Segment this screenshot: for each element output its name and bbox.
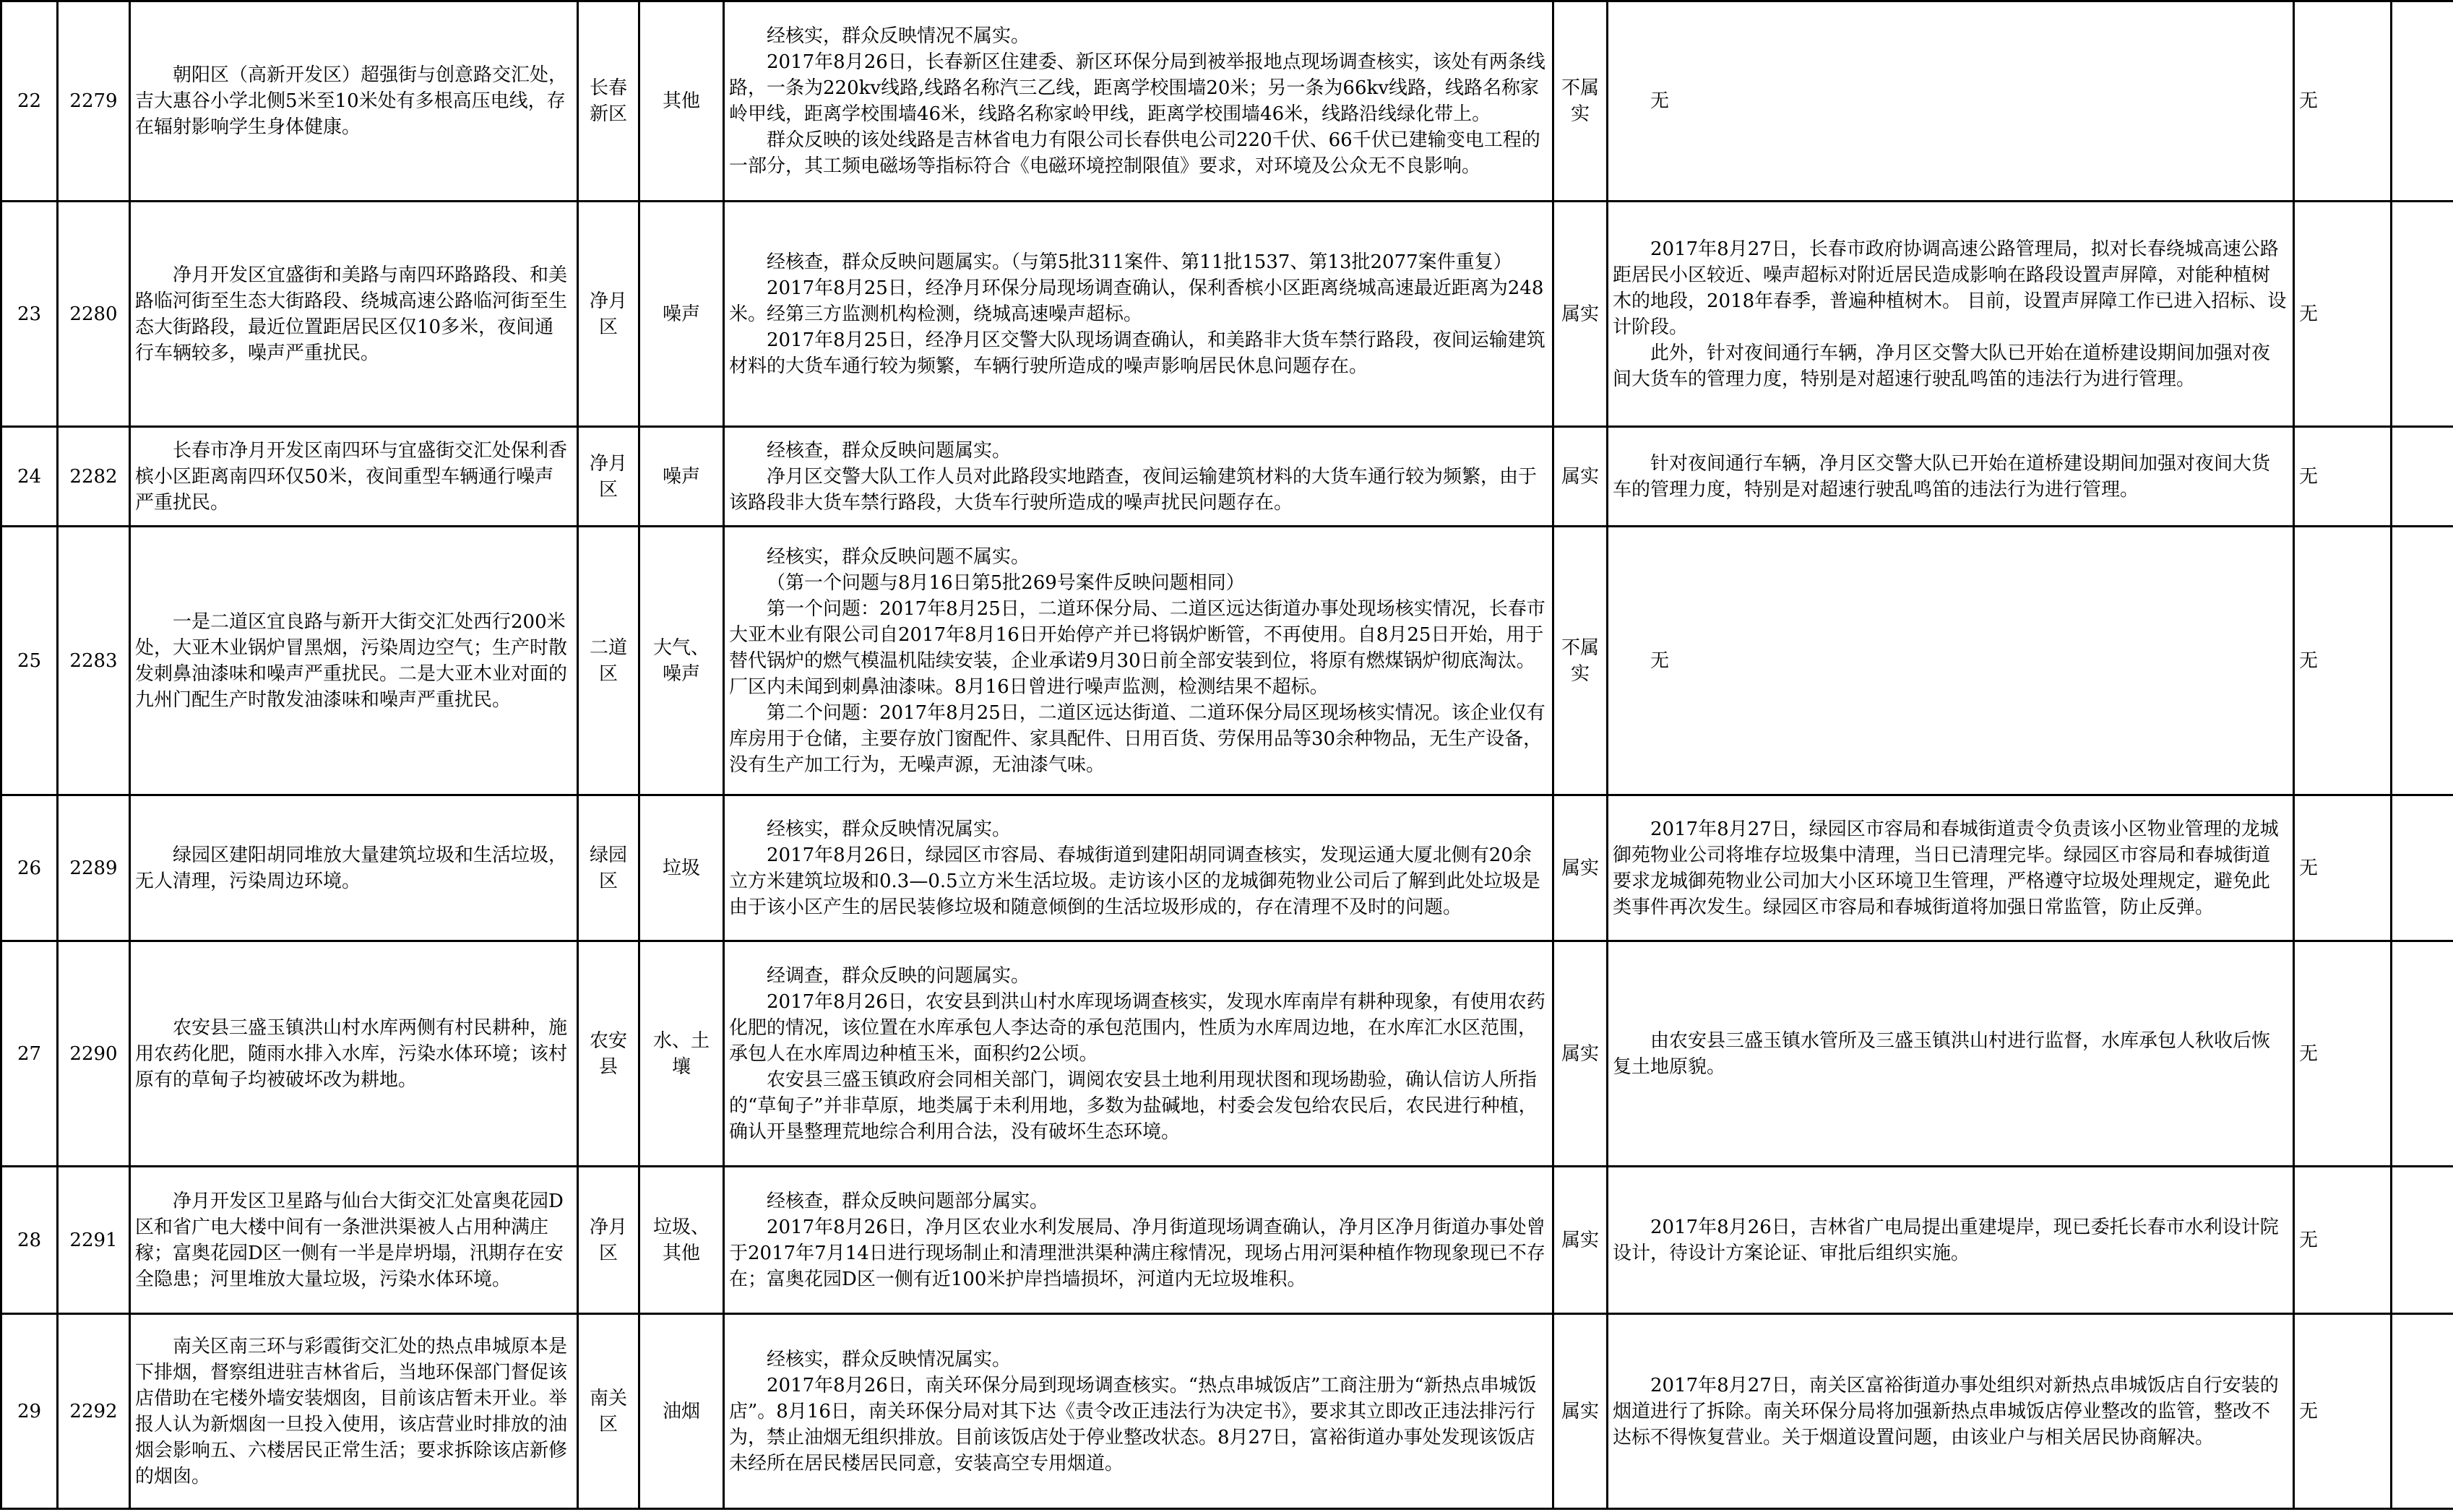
verification-details-paragraph: 2017年8月26日，南关环保分局到现场调查核实。“热点串城饭店”工商注册为“新热点串城饭店”。8月16日，南关环保分局对其下达《责令改正违法行为决定书》，要求其立即改正违法排污行为，禁止油烟无组织排放。目前该饭店处于停业整改状态。8月27日，富裕街道办事处发现该饭店未经所在居民楼居民同意，安装高空专用烟道。 bbox=[729, 1374, 1537, 1474]
table-row bbox=[1, 941, 2453, 1167]
rectification-action bbox=[1608, 795, 2294, 941]
accountability: 无 bbox=[2294, 202, 2392, 427]
case-id: 2291 bbox=[58, 1167, 130, 1314]
verification-result: 不属实 bbox=[1553, 527, 1608, 795]
verification-details bbox=[724, 795, 1553, 941]
accountability: 无 bbox=[2294, 1167, 2392, 1314]
table-row bbox=[1, 527, 2453, 795]
complaint-description-text: 南关区南三环与彩霞街交汇处的热点串城原本是下排烟，督察组进驻吉林省后，当地环保部门督促该店借助在宅楼外墙安装烟囱，目前该店暂未开业。举报人认为新烟囱一旦投入使用，该店营业时排放的油烟会影响五、六楼居民正常生活；要求拆除该店新修的烟囱。 bbox=[135, 1335, 568, 1487]
verification-details-paragraph: 2017年8月25日，经净月环保分局现场调查确认，保利香槟小区距离绕城高速最近距离为248米。经第三方监测机构检测，绕城高速噪声超标。 bbox=[729, 277, 1544, 325]
pollution-type: 油烟 bbox=[639, 1314, 724, 1509]
rectification-action bbox=[1608, 1167, 2294, 1314]
complaint-description bbox=[130, 1, 578, 202]
verification-details-paragraph: 2017年8月26日，长春新区住建委、新区环保分局到被举报地点现场调查核实，该处有两条线路，一条为220kv线路,线路名称汽三乙线，距离学校围墙20米；另一条为66kv线路，线路名称家岭甲线，距离学校围墙46米，线路名称家岭甲线，距离学校围墙46米，线路沿线绿化带上。 bbox=[729, 51, 1545, 125]
complaint-description bbox=[130, 1167, 578, 1314]
complaint-description bbox=[130, 1314, 578, 1509]
rectification-action-paragraph: 此外，针对夜间通行车辆，净月区交警大队已开始在道桥建设期间加强对夜间大货车的管理力度，特别是对超速行驶乱鸣笛的违法行为进行管理。 bbox=[1613, 342, 2271, 390]
verification-details bbox=[724, 941, 1553, 1167]
rectification-action bbox=[1608, 1, 2294, 202]
verification-result: 属实 bbox=[1553, 941, 1608, 1167]
verification-result: 属实 bbox=[1553, 202, 1608, 427]
row-number: 22 bbox=[1, 1, 58, 202]
verification-details-paragraph: 经核实，群众反映情况属实。 bbox=[767, 818, 1012, 840]
complaint-description-text: 净月开发区卫星路与仙台大街交汇处富奥花园D区和省广电大楼中间有一条泄洪渠被人占用种满庄稼；富奥花园D区一侧有一半是岸坍塌，汛期存在安全隐患；河里堆放大量垃圾，污染水体环境。 bbox=[135, 1190, 564, 1290]
rectification-action bbox=[1608, 202, 2294, 427]
rectification-action bbox=[1608, 1314, 2294, 1509]
case-id: 2283 bbox=[58, 527, 130, 795]
district: 二道区 bbox=[578, 527, 639, 795]
table-row bbox=[1, 1, 2453, 202]
rectification-action-paragraph: 无 bbox=[1650, 90, 1670, 112]
complaint-description-text: 绿园区建阳胡同堆放大量建筑垃圾和生活垃圾，无人清理，污染周边环境。 bbox=[135, 844, 568, 892]
rectification-action-paragraph: 由农安县三盛玉镇水管所及三盛玉镇洪山村进行监督，水库承包人秋收后恢复土地原貌。 bbox=[1613, 1029, 2271, 1078]
verification-details-paragraph: 2017年8月26日，绿园区市容局、春城街道到建阳胡同调查核实，发现运通大厦北侧有20余立方米建筑垃圾和0.3—0.5立方米生活垃圾。走访该小区的龙城御苑物业公司后了解到此处垃圾是由于该小区产生的居民装修垃圾和随意倾倒的生活垃圾形成的，存在清理不及时的问题。 bbox=[729, 844, 1540, 918]
verification-details-paragraph: 经核查，群众反映问题属实。 bbox=[767, 439, 1012, 462]
case-id: 2290 bbox=[58, 941, 130, 1167]
district: 净月区 bbox=[578, 1167, 639, 1314]
case-id: 2282 bbox=[58, 427, 130, 527]
rectification-action-paragraph: 2017年8月27日，绿园区市容局和春城街道责令负责该小区物业管理的龙城御苑物业公司将堆存垃圾集中清理，当日已清理完毕。绿园区市容局和春城街道要求龙城御苑物业公司加大小区环境卫生管理，严格遵守垃圾处理规定，避免此类事件再次发生。绿园区市容局和春城街道将加强日常监管，防止反弹。 bbox=[1613, 818, 2279, 918]
complaint-description bbox=[130, 202, 578, 427]
extra-column bbox=[2392, 427, 2453, 527]
verification-details bbox=[724, 202, 1553, 427]
verification-details-paragraph: 经核查，群众反映问题部分属实。 bbox=[767, 1190, 1049, 1212]
extra-column bbox=[2392, 1314, 2453, 1509]
accountability: 无 bbox=[2294, 1314, 2392, 1509]
verification-details-paragraph: 2017年8月25日，经净月区交警大队现场调查确认，和美路非大货车禁行路段，夜间运输建筑材料的大货车通行较为频繁，车辆行驶所造成的噪声影响居民休息问题存在。 bbox=[729, 329, 1545, 377]
pollution-type: 水、土壤 bbox=[639, 941, 724, 1167]
verification-details-paragraph: 经核实，群众反映情况属实。 bbox=[767, 1348, 1012, 1370]
verification-details-paragraph: 农安县三盛玉镇政府会同相关部门，调阅农安县土地利用现状图和现场勘验，确认信访人所指的“草甸子”并非草原，地类属于未利用地，多数为盐碱地，村委会发包给农民后，农民进行种植，确认开垦整理荒地综合利用合法，没有破坏生态环境。 bbox=[729, 1068, 1538, 1143]
verification-details-paragraph: 2017年8月26日，净月区农业水利发展局、净月街道现场调查确认，净月区净月街道办事处曾于2017年7月14日进行现场制止和清理泄洪渠种满庄稼情况，现场占用河渠种植作物现象现已不存在；富奥花园D区一侧有近100米护岸挡墙损坏，河道内无垃圾堆积。 bbox=[729, 1216, 1545, 1290]
verification-result: 不属实 bbox=[1553, 1, 1608, 202]
verification-details-paragraph: 经核查，群众反映问题属实。（与第5批311案件、第11批1537、第13批2077案件重复） bbox=[767, 251, 1512, 273]
verification-details-paragraph: 经核实，群众反映问题不属实。 bbox=[767, 545, 1030, 568]
table-row bbox=[1, 795, 2453, 941]
table-row bbox=[1, 1314, 2453, 1509]
case-id: 2279 bbox=[58, 1, 130, 202]
verification-details-paragraph: （第一个问题与8月16日第5批269号案件反映问题相同） bbox=[767, 571, 1245, 594]
district: 农安县 bbox=[578, 941, 639, 1167]
complaint-description-text: 一是二道区宜良路与新开大街交汇处西行200米处，大亚木业锅炉冒黑烟，污染周边空气；生产时散发刺鼻油漆味和噪声严重扰民。二是大亚木业对面的九州门配生产时散发油漆味和噪声严重扰民。 bbox=[135, 610, 568, 711]
verification-details bbox=[724, 427, 1553, 527]
rectification-action-paragraph: 2017年8月27日，长春市政府协调高速公路管理局，拟对长春绕城高速公路距居民小区较近、噪声超标对附近居民造成影响在路段设置声屏障，对能种植树木的地段，2018年春季，普遍种植树木。 目前，设置声屏障工作已进入招标、设计阶段。 bbox=[1613, 238, 2287, 338]
verification-details bbox=[724, 1, 1553, 202]
extra-column bbox=[2392, 1, 2453, 202]
row-number: 26 bbox=[1, 795, 58, 941]
accountability: 无 bbox=[2294, 427, 2392, 527]
verification-details-paragraph: 群众反映的该处线路是吉林省电力有限公司长春供电公司220千伏、66千伏已建输变电工程的一部分，其工频电磁场等指标符合《电磁环境控制限值》要求，对环境及公众无不良影响。 bbox=[729, 129, 1540, 177]
rectification-action bbox=[1608, 427, 2294, 527]
complaint-description-text: 朝阳区（高新开发区）超强街与创意路交汇处，吉大惠谷小学北侧5米至10米处有多根高压电线，存在辐射影响学生身体健康。 bbox=[135, 64, 568, 138]
verification-details-paragraph: 净月区交警大队工作人员对此路段实地踏查，夜间运输建筑材料的大货车通行较为频繁，由于该路段非大货车禁行路段，大货车行驶所造成的噪声扰民问题存在。 bbox=[729, 465, 1538, 514]
district: 净月区 bbox=[578, 202, 639, 427]
table-body bbox=[1, 1, 2453, 1509]
extra-column bbox=[2392, 941, 2453, 1167]
case-id: 2289 bbox=[58, 795, 130, 941]
complaint-description bbox=[130, 427, 578, 527]
district: 长春新区 bbox=[578, 1, 639, 202]
district: 绿园区 bbox=[578, 795, 639, 941]
verification-result: 属实 bbox=[1553, 795, 1608, 941]
verification-details bbox=[724, 1314, 1553, 1509]
extra-column bbox=[2392, 202, 2453, 427]
row-number: 29 bbox=[1, 1314, 58, 1509]
rectification-action-paragraph: 2017年8月27日，南关区富裕街道办事处组织对新热点串城饭店自行安装的烟道进行了拆除。南关环保分局将加强新热点串城饭店停业整改的监管，整改不达标不得恢复营业。关于烟道设置问题，由该业户与相关居民协商解决。 bbox=[1613, 1374, 2279, 1448]
rectification-action-paragraph: 针对夜间通行车辆，净月区交警大队已开始在道桥建设期间加强对夜间大货车的管理力度，特别是对超速行驶乱鸣笛的违法行为进行管理。 bbox=[1613, 452, 2271, 501]
verification-details-paragraph: 第一个问题：2017年8月25日，二道环保分局、二道区远达街道办事处现场核实情况，长春市大亚木业有限公司自2017年8月16日开始停产并已将锅炉断管，不再使用。自8月25日开始，用于替代锅炉的燃气模温机陆续安装，企业承诺9月30日前全部安装到位，将原有燃煤锅炉彻底淘汰。厂区内未闻到刺鼻油漆味。8月16日曾进行噪声监测，检测结果不超标。 bbox=[729, 597, 1545, 698]
rectification-action bbox=[1608, 527, 2294, 795]
row-number: 27 bbox=[1, 941, 58, 1167]
extra-column bbox=[2392, 795, 2453, 941]
district: 南关区 bbox=[578, 1314, 639, 1509]
pollution-type: 噪声 bbox=[639, 427, 724, 527]
complaint-description bbox=[130, 941, 578, 1167]
case-id: 2280 bbox=[58, 202, 130, 427]
complaint-description-text: 农安县三盛玉镇洪山村水库两侧有村民耕种，施用农药化肥，随雨水排入水库，污染水体环境；该村原有的草甸子均被破坏改为耕地。 bbox=[135, 1016, 568, 1091]
complaint-description-text: 净月开发区宜盛街和美路与南四环路路段、和美路临河街至生态大街路段、绕城高速公路临河街至生态大街路段，最近位置距居民区仅10多米，夜间通行车辆较多，噪声严重扰民。 bbox=[135, 264, 568, 364]
complaint-description bbox=[130, 795, 578, 941]
verification-details-paragraph: 2017年8月26日，农安县到洪山村水库现场调查核实，发现水库南岸有耕种现象，有使用农药化肥的情况，该位置在水库承包人李达奇的承包范围内，性质为水库周边地，在水库汇水区范围，承包人在水库周边种植玉米，面积约2公顷。 bbox=[729, 990, 1545, 1065]
row-number: 28 bbox=[1, 1167, 58, 1314]
pollution-type: 垃圾 bbox=[639, 795, 724, 941]
verification-result: 属实 bbox=[1553, 1167, 1608, 1314]
district: 净月区 bbox=[578, 427, 639, 527]
verification-details-paragraph: 经调查，群众反映的问题属实。 bbox=[767, 964, 1030, 987]
case-id: 2292 bbox=[58, 1314, 130, 1509]
complaint-description bbox=[130, 527, 578, 795]
verification-details bbox=[724, 1167, 1553, 1314]
verification-details-paragraph: 经核实，群众反映情况不属实。 bbox=[767, 25, 1030, 47]
pollution-type: 垃圾、其他 bbox=[639, 1167, 724, 1314]
table-row bbox=[1, 1167, 2453, 1314]
rectification-action-paragraph: 2017年8月26日，吉林省广电局提出重建堤岸，现已委托长春市水利设计院设计，待设计方案论证、审批后组织实施。 bbox=[1613, 1216, 2279, 1264]
accountability: 无 bbox=[2294, 1, 2392, 202]
extra-column bbox=[2392, 527, 2453, 795]
pollution-type: 其他 bbox=[639, 1, 724, 202]
accountability: 无 bbox=[2294, 795, 2392, 941]
complaint-description-text: 长春市净月开发区南四环与宜盛街交汇处保利香槟小区距离南四环仅50米，夜间重型车辆通行噪声严重扰民。 bbox=[135, 439, 568, 514]
table-row bbox=[1, 202, 2453, 427]
accountability: 无 bbox=[2294, 941, 2392, 1167]
row-number: 25 bbox=[1, 527, 58, 795]
verification-details bbox=[724, 527, 1553, 795]
pollution-type: 噪声 bbox=[639, 202, 724, 427]
table-row bbox=[1, 427, 2453, 527]
verification-result: 属实 bbox=[1553, 1314, 1608, 1509]
rectification-action-paragraph: 无 bbox=[1650, 649, 1670, 672]
verification-details-paragraph: 第二个问题：2017年8月25日，二道区远达街道、二道环保分局区现场核实情况。该企业仅有库房用于仓储，主要存放门窗配件、家具配件、日用百货、劳保用品等30余种物品，无生产设备，没有生产加工行为，无噪声源，无油漆气味。 bbox=[729, 701, 1545, 776]
accountability: 无 bbox=[2294, 527, 2392, 795]
row-number: 24 bbox=[1, 427, 58, 527]
extra-column bbox=[2392, 1167, 2453, 1314]
verification-result: 属实 bbox=[1553, 427, 1608, 527]
row-number: 23 bbox=[1, 202, 58, 427]
pollution-type: 大气、噪声 bbox=[639, 527, 724, 795]
rectification-action bbox=[1608, 941, 2294, 1167]
